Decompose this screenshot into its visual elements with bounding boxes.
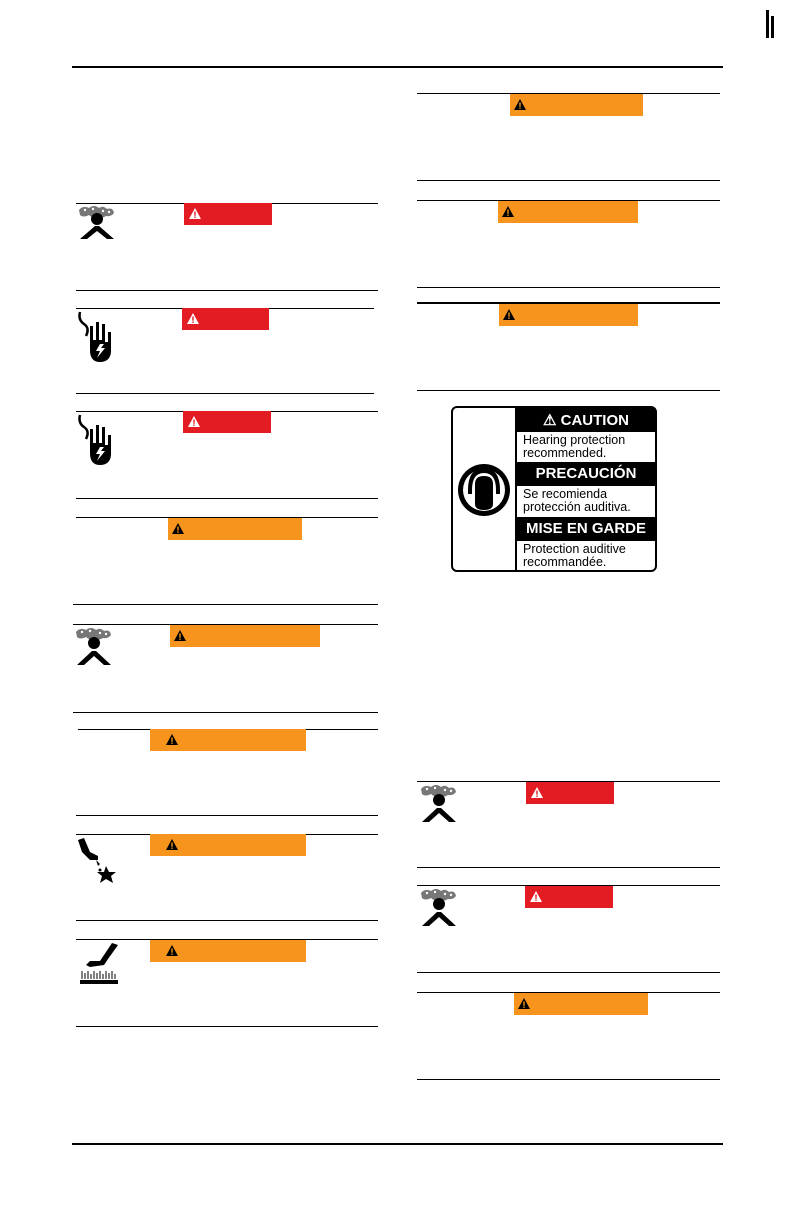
hot-surface-hand-icon	[78, 941, 122, 992]
danger-badge	[184, 203, 272, 225]
section-rule	[76, 920, 378, 921]
section-rule	[417, 1079, 720, 1080]
section-rule	[417, 287, 720, 288]
toxic-fumes-person-icon	[77, 204, 117, 245]
toxic-fumes-person-icon	[74, 626, 114, 671]
warning-badge	[498, 201, 638, 223]
section-rule	[417, 972, 720, 973]
electric-shock-hand-icon	[76, 310, 116, 369]
section-rule	[76, 290, 378, 291]
danger-badge	[525, 886, 613, 908]
hearing-protection-icon	[458, 464, 510, 516]
section-rule	[76, 498, 378, 499]
flying-debris-icon	[76, 836, 120, 893]
warning-badge	[514, 993, 648, 1015]
section-rule	[417, 180, 720, 181]
section-rule	[76, 1026, 378, 1027]
caution-text-line: Hearing protection	[523, 433, 626, 447]
section-rule	[73, 712, 378, 713]
warning-badge	[150, 834, 306, 856]
section-rule	[417, 867, 720, 868]
warning-badge	[170, 625, 320, 647]
danger-badge	[526, 782, 614, 804]
danger-badge	[183, 411, 271, 433]
warning-badge	[150, 940, 306, 962]
page-tab-marker	[762, 8, 778, 42]
caution-text-line: protección auditiva.	[523, 500, 631, 514]
caution-text-line: recommended.	[523, 446, 607, 460]
section-rule	[76, 393, 374, 394]
section-rule	[73, 604, 378, 605]
caution-text-line: recommandée.	[523, 555, 607, 569]
section-rule	[417, 390, 720, 391]
section-rule	[76, 815, 378, 816]
electric-shock-hand-icon	[76, 413, 116, 472]
toxic-fumes-person-icon	[419, 887, 459, 932]
warning-badge	[510, 94, 643, 116]
mise-en-garde-header: MISE EN GARDE	[525, 520, 646, 537]
header-rule	[72, 66, 723, 68]
toxic-fumes-person-icon	[419, 783, 459, 828]
warning-badge	[168, 518, 302, 540]
caution-text-line: Protection auditive	[523, 542, 626, 556]
caution-header: ⚠ CAUTION	[543, 412, 629, 429]
caution-text-line: Se recomienda	[523, 487, 608, 501]
footer-rule	[72, 1143, 723, 1145]
danger-badge	[182, 308, 269, 330]
warning-badge	[150, 729, 306, 751]
warning-badge	[499, 304, 638, 326]
precaucion-header: PRECAUCIÓN	[535, 465, 637, 482]
hearing-protection-caution-label	[451, 406, 657, 572]
